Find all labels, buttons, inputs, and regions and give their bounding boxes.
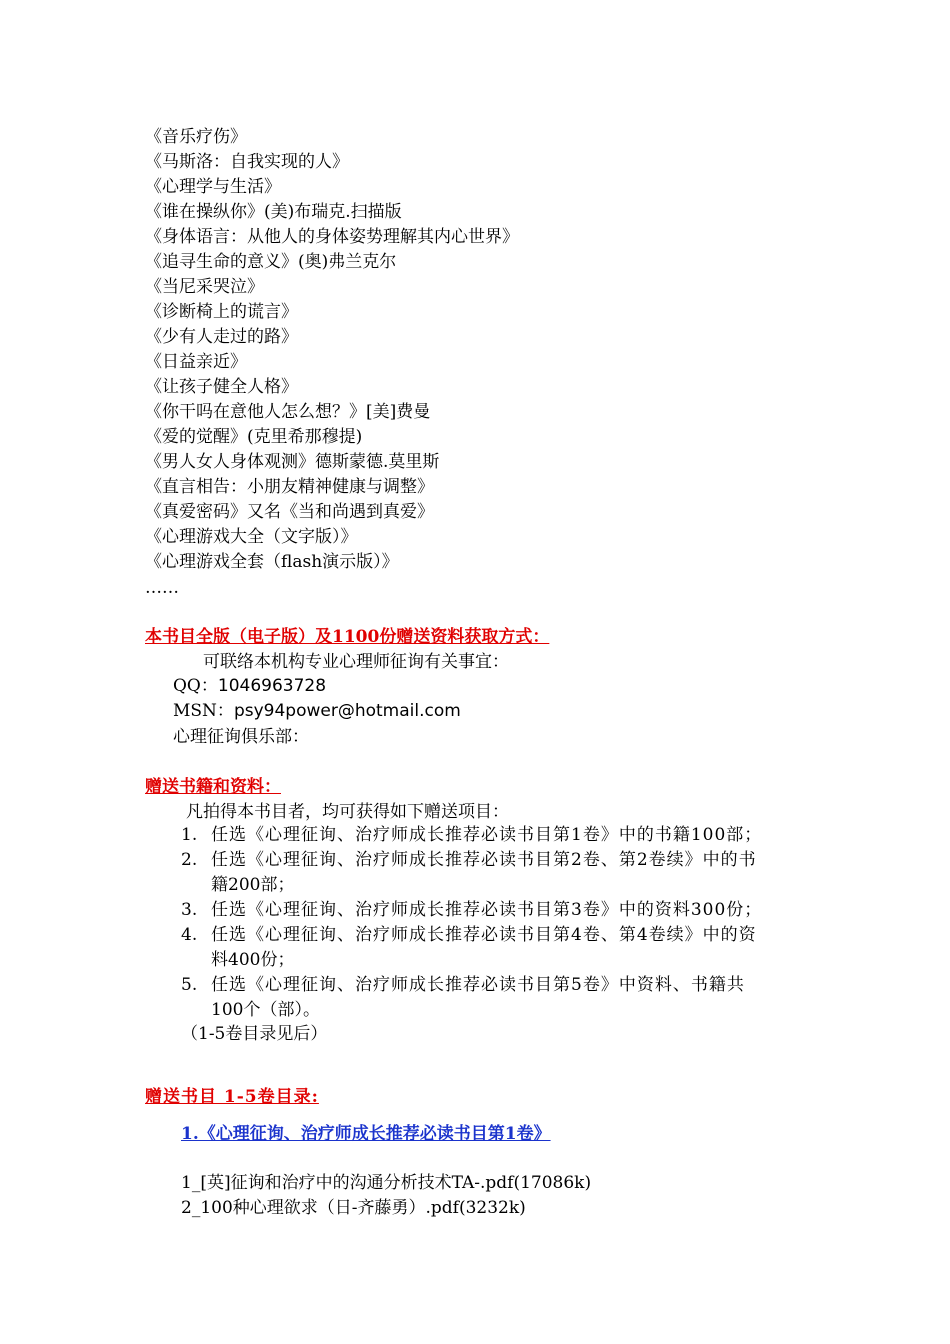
qq-number: 1046963728 <box>217 676 327 696</box>
gifts-intro: 凡拍得本书目者，均可获得如下赠送项目： <box>186 802 509 822</box>
book-item: 《真爱密码》又名《当和尚遇到真爱》 <box>145 502 434 522</box>
book-item: 《少有人走过的路》 <box>145 327 298 347</box>
list-item-continued: 籍200部； <box>211 875 295 895</box>
contact-heading: 本书目全版（电子版）及1100份赠送资料获取方式： <box>145 627 550 647</box>
book-item: 《音乐疗伤》 <box>145 127 247 147</box>
ellipsis: …… <box>145 578 179 598</box>
qq-line <box>173 676 326 696</box>
list-item: 任选《心理征询、治疗师成长推荐必读书目第3卷》中的资料300份； <box>211 900 763 920</box>
volume-1-link[interactable]: 1.《心理征询、治疗师成长推荐必读书目第1卷》 <box>181 1124 551 1144</box>
catalog-heading: 赠送书目 1-5卷目录: <box>145 1087 319 1107</box>
book-item: 《男人女人身体观测》德斯蒙德.莫里斯 <box>145 452 440 472</box>
book-item: 《心理游戏大全（文字版）》 <box>145 527 358 547</box>
msn-line <box>173 701 461 721</box>
list-item: 任选《心理征询、治疗师成长推荐必读书目第4卷、第4卷续》中的资 <box>211 925 757 945</box>
book-item: 《追寻生命的意义》(奥)弗兰克尔 <box>145 252 397 272</box>
list-item-number: 3. <box>181 900 198 920</box>
book-item: 《日益亲近》 <box>145 352 247 372</box>
book-item: 《你干吗在意他人怎么想？》[美]费曼 <box>145 402 431 422</box>
book-item: 《心理学与生活》 <box>145 177 281 197</box>
list-item: 任选《心理征询、治疗师成长推荐必读书目第2卷、第2卷续》中的书 <box>211 850 757 870</box>
list-item-number: 4. <box>181 925 198 945</box>
list-item: 任选《心理征询、治疗师成长推荐必读书目第1卷》中的书籍100部； <box>211 825 763 845</box>
book-item: 《身体语言：从他人的身体姿势理解其内心世界》 <box>145 227 519 247</box>
club-line: 心理征询俱乐部： <box>173 727 309 747</box>
msn-address: psy94power@hotmail.com <box>233 701 461 721</box>
file-item: 1_[英]征询和治疗中的沟通分析技术TA-.pdf(17086k) <box>181 1173 592 1193</box>
list-item-continued: 100个（部）。 <box>211 1000 320 1020</box>
msn-label: MSN： <box>173 701 234 721</box>
list-item-continued: 料400份； <box>211 950 295 970</box>
book-item: 《马斯洛：自我实现的人》 <box>145 152 349 172</box>
book-item: 《心理游戏全套（flash演示版）》 <box>145 552 399 572</box>
book-item: 《爱的觉醒》(克里希那穆提) <box>145 427 363 447</box>
contact-intro: 可联络本机构专业心理师征询有关事宜： <box>203 652 509 672</box>
file-item: 2_100种心理欲求（日-齐藤勇）.pdf(3232k) <box>181 1198 526 1218</box>
qq-label: QQ： <box>173 676 218 696</box>
gifts-heading: 赠送书籍和资料： <box>145 777 281 797</box>
book-item: 《诊断椅上的谎言》 <box>145 302 298 322</box>
book-item: 《谁在操纵你》(美)布瑞克.扫描版 <box>145 202 402 222</box>
book-item: 《让孩子健全人格》 <box>145 377 298 397</box>
list-item-number: 1. <box>181 825 198 845</box>
list-item-number: 5. <box>181 975 198 995</box>
list-item-number: 2. <box>181 850 198 870</box>
list-item: 任选《心理征询、治疗师成长推荐必读书目第5卷》中资料、书籍共 <box>211 975 745 995</box>
book-item: 《直言相告：小朋友精神健康与调整》 <box>145 477 434 497</box>
book-item: 《当尼采哭泣》 <box>145 277 264 297</box>
gifts-note: （1-5卷目录见后） <box>181 1024 328 1044</box>
